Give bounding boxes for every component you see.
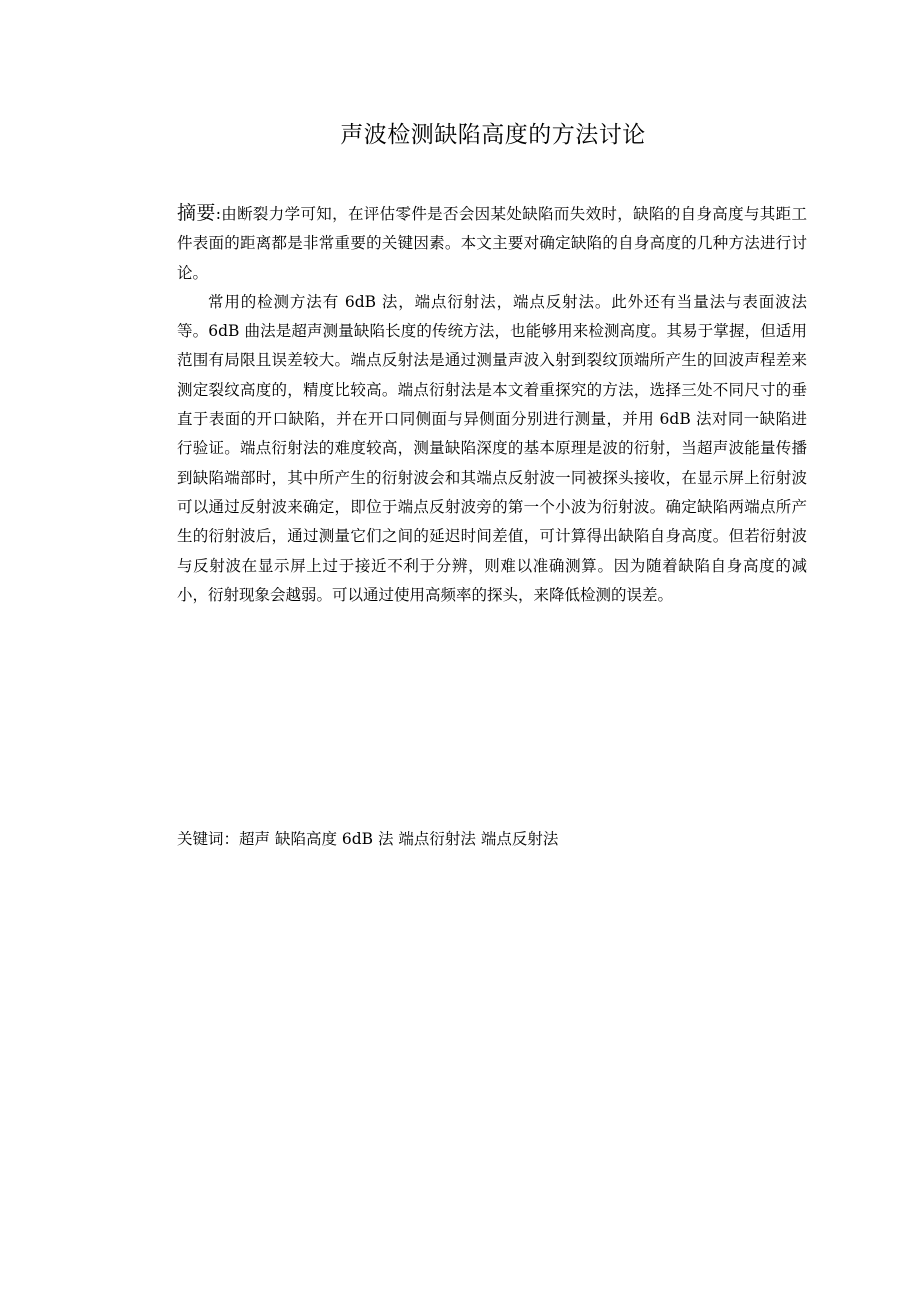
keywords-label: 关键词： [177, 830, 240, 848]
document-body [177, 199, 807, 610]
body-paragraph: 常用的检测方法有 6dB 法，端点衍射法，端点反射法。此外还有当量法与表面波法等。6dB 曲法是超声测量缺陷长度的传统方法，也能够用来检测高度。其易于掌握，但适用范围有局限且误差较大。端点反射法是通过测量声波入射到裂纹顶端所产生的回波声程差来测定裂纹高度的，精度比较高。端点衍射法是本文着重探究的方法，选择三处不同尺寸的垂直于表面的开口缺陷，并在开口同侧面与异侧面分别进行测量，并用 6dB 法对同一缺陷进行验证。端点衍射法的难度较高，测量缺陷深度的基本原理是波的衍射，当超声波能量传播到缺陷端部时，其中所产生的衍射波会和其端点反射波一同被探头接收，在显示屏上衍射波可以通过反射波来确定，即位于端点反射波旁的第一个小波为衍射波。确定缺陷两端点所产生的衍射波后，通过测量它们之间的延迟时间差值，可计算得出缺陷自身高度。但若衍射波与反射波在显示屏上过于接近不利于分辨，则难以准确测算。因为随着缺陷自身高度的减小，衍射现象会越弱。可以通过使用高频率的探头，来降低检测的误差。 [177, 292, 807, 604]
abstract-paragraph [177, 199, 807, 288]
keywords-text: 超声 缺陷高度 6dB 法 端点衍射法 端点反射法 [239, 830, 559, 848]
abstract-label: 摘要 [177, 202, 216, 224]
abstract-text: :由断裂力学可知，在评估零件是否会因某处缺陷而失效时，缺陷的自身高度与其距工件表面的距离都是非常重要的关键因素。本文主要对确定缺陷的自身高度的几种方法进行讨论。 [177, 205, 807, 282]
keywords-line [177, 826, 807, 852]
document-title: 声波检测缺陷高度的方法讨论 [340, 122, 646, 148]
